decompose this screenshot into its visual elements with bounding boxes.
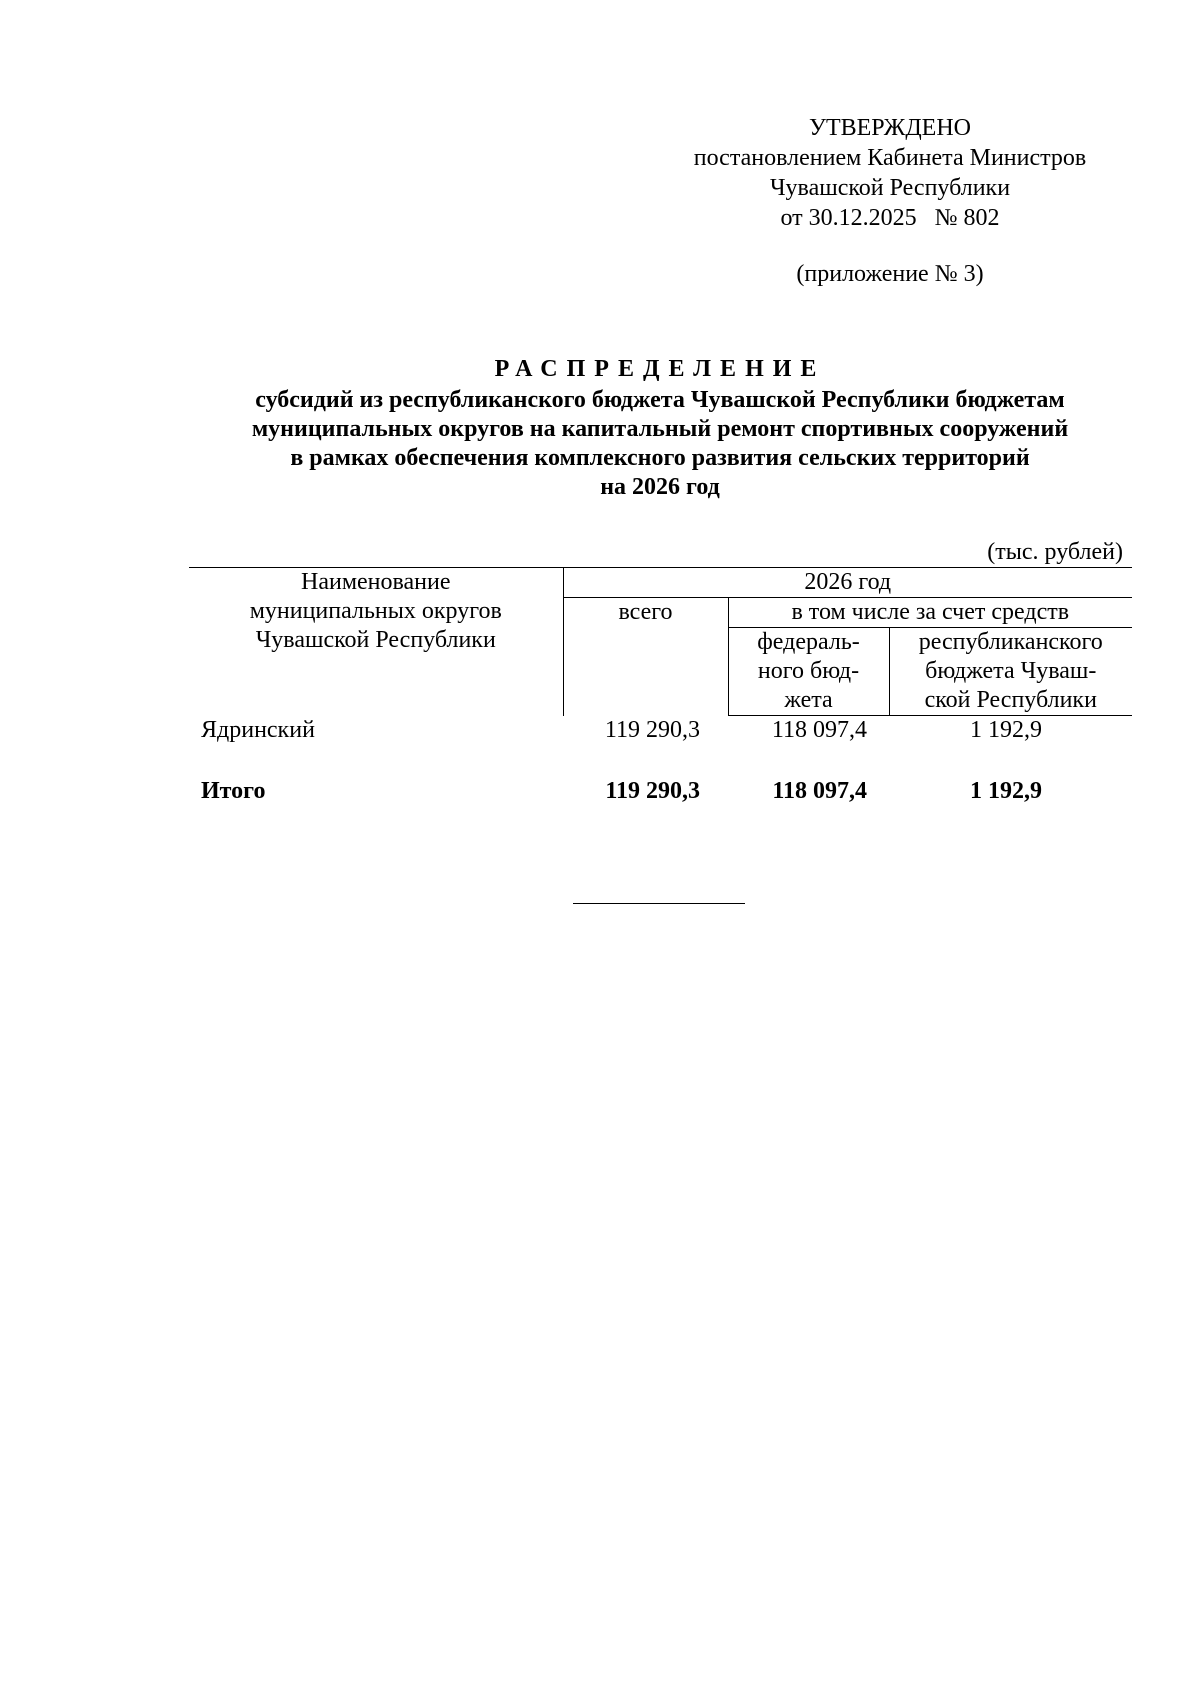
approval-date-number xyxy=(660,203,1120,233)
header-total: всего xyxy=(563,598,728,716)
approval-stamp: УТВЕРЖДЕНО xyxy=(808,115,972,141)
header-republic-line-2: бюджета Чуваш- xyxy=(925,658,1097,684)
row-republic: 1 192,9 xyxy=(970,717,1042,743)
header-republic-line-1: республиканского xyxy=(918,629,1103,655)
header-republic-line-3: ской Республики xyxy=(924,687,1097,713)
header-year: 2026 год xyxy=(563,568,1132,598)
row-federal: 118 097,4 xyxy=(771,717,867,743)
header-federal-line-1: федераль- xyxy=(757,629,860,655)
header-republic xyxy=(889,628,1132,716)
summary-row xyxy=(189,777,1132,806)
approval-number: № 802 xyxy=(934,205,1000,231)
title-line-3: в рамках обеспечения комплексного развития сельских территорий xyxy=(290,445,1030,471)
title-line-2: муниципальных округов на капитальный ремонт спортивных сооружений xyxy=(251,416,1069,442)
row-total: 119 290,3 xyxy=(604,716,700,743)
header-name-line-2: муниципальных округов xyxy=(249,598,502,624)
title-heading: РАСПРЕДЕЛЕНИЕ xyxy=(494,356,826,382)
approval-block xyxy=(660,113,1120,289)
header-name-line-1: Наименование xyxy=(300,569,451,595)
header-name-column xyxy=(189,568,563,716)
header-federal-line-2: ного бюд- xyxy=(757,658,860,684)
header-including: в том числе за счет средств xyxy=(728,598,1132,628)
summary-total: 119 290,3 xyxy=(605,778,700,804)
header-federal xyxy=(728,628,889,716)
appendix-label: (приложение № 3) xyxy=(796,261,984,287)
summary-republic: 1 192,9 xyxy=(970,778,1042,804)
approval-date: от 30.12.2025 xyxy=(780,205,917,231)
summary-name: Итого xyxy=(201,778,266,804)
header-name-line-3: Чувашской Республики xyxy=(255,627,496,653)
units-label: (тыс. рублей) xyxy=(987,539,1123,565)
row-name: Ядринский xyxy=(201,716,315,743)
title-line-1: субсидий из республиканского бюджета Чувашской Республики бюджетам xyxy=(255,387,1065,413)
summary-federal: 118 097,4 xyxy=(772,778,867,804)
document-title xyxy=(180,355,1140,502)
header-federal-line-3: жета xyxy=(784,687,833,713)
title-line-4: на 2026 год xyxy=(600,474,720,500)
table-row xyxy=(189,716,1132,746)
approval-line-1: постановлением Кабинета Министров xyxy=(693,145,1087,171)
distribution-table xyxy=(189,567,1132,806)
approval-line-2: Чувашской Республики xyxy=(769,175,1011,201)
end-divider xyxy=(573,903,745,904)
